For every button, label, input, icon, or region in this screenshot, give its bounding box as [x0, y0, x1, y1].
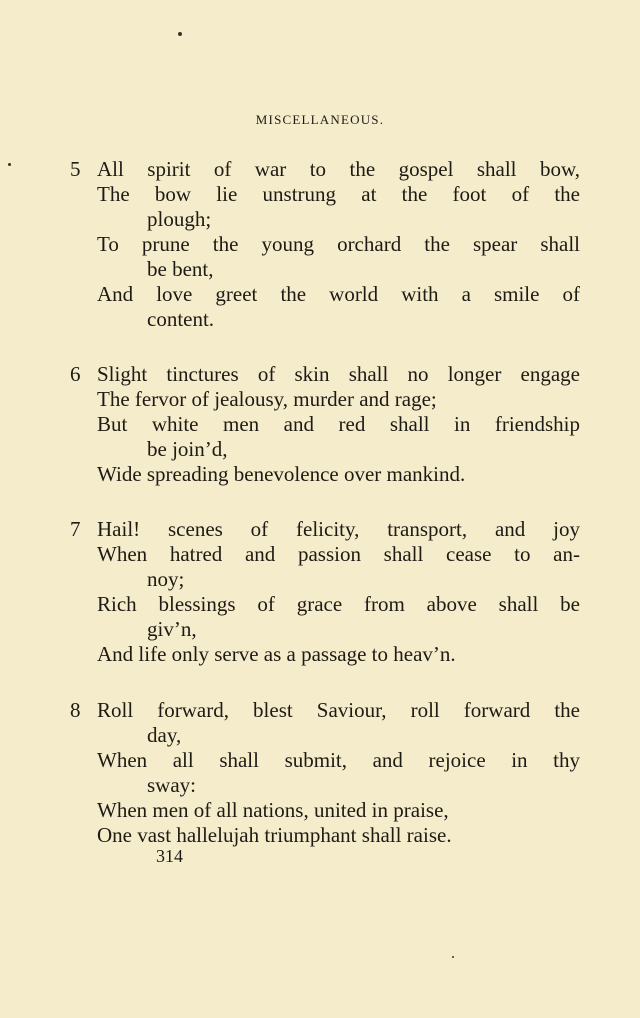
verse-line-text: The fervor of jealousy, murder and rage; — [97, 387, 437, 411]
verse-line — [70, 207, 580, 232]
verse-line-text: To prune the young orchard the spear shall — [97, 232, 580, 256]
verse-line — [70, 182, 580, 207]
verse-line — [70, 157, 580, 182]
stanza-5 — [70, 157, 580, 332]
verse-line — [70, 232, 580, 257]
stanza-8 — [70, 698, 580, 848]
stanza-number: 5 — [70, 157, 81, 181]
ink-speck — [452, 956, 454, 958]
verse-line — [70, 773, 580, 798]
verse-line-text: And life only serve as a passage to heav’n. — [97, 642, 456, 666]
verse-line-text: The bow lie unstrung at the foot of the — [97, 182, 580, 206]
verse-line — [70, 307, 580, 332]
verse-line-text: noy; — [147, 567, 185, 591]
verse-line-text: Rich blessings of grace from above shall be — [97, 592, 580, 616]
verse-line — [70, 617, 580, 642]
verse-line-text: And love greet the world with a smile of — [97, 282, 580, 306]
stanza-number: 8 — [70, 698, 81, 722]
stanza-number: 7 — [70, 517, 81, 541]
verse-line-text: All spirit of war to the gospel shall bow, — [97, 157, 580, 181]
verse-line — [70, 592, 580, 617]
verse-line-text: When hatred and passion shall cease to an- — [97, 542, 580, 566]
verse-line — [70, 362, 580, 387]
verse-line — [70, 387, 580, 412]
verse-line-text: Hail! scenes of felicity, transport, and joy — [97, 517, 580, 541]
running-header: MISCELLANEOUS. — [255, 112, 385, 127]
verse-line — [70, 542, 580, 567]
verse-line — [70, 567, 580, 592]
verse-line — [70, 257, 580, 282]
verse-line — [70, 462, 580, 487]
verse-line — [70, 517, 580, 542]
stanza-number: 6 — [70, 362, 81, 386]
verse-line-text: giv’n, — [147, 617, 197, 641]
verse-line — [70, 437, 580, 462]
verse-line — [70, 412, 580, 437]
verse-line-text: content. — [147, 307, 215, 331]
verse-line — [70, 642, 580, 667]
verse-line — [70, 748, 580, 773]
verse-line-text: But white men and red shall in friendship — [97, 412, 580, 436]
verse-line-text: One vast hallelujah triumphant shall raise. — [97, 823, 452, 847]
verse-line — [70, 698, 580, 723]
verse-line-text: When men of all nations, united in praise, — [97, 798, 449, 822]
verse-line-text: plough; — [147, 207, 212, 231]
verse-line-text: Roll forward, blest Saviour, roll forward the — [97, 698, 580, 722]
ink-speck — [178, 32, 182, 36]
verse-line-text: day, — [147, 723, 182, 747]
verse-line-text: Slight tinctures of skin shall no longer engage — [97, 362, 580, 386]
page-number: 314 — [156, 846, 183, 866]
verse-line-text: be bent, — [147, 257, 214, 281]
verse-line-text: be join’d, — [147, 437, 228, 461]
stanza-6 — [70, 362, 580, 487]
verse-line — [70, 282, 580, 307]
ink-speck — [8, 163, 11, 166]
verse-line-text: When all shall submit, and rejoice in thy — [97, 748, 580, 772]
verse-line — [70, 723, 580, 748]
verse-line — [70, 798, 580, 823]
stanza-7 — [70, 517, 580, 667]
verse-line-text: sway: — [147, 773, 196, 797]
verse-line-text: Wide spreading benevolence over mankind. — [97, 462, 466, 486]
verse-line — [70, 823, 580, 848]
